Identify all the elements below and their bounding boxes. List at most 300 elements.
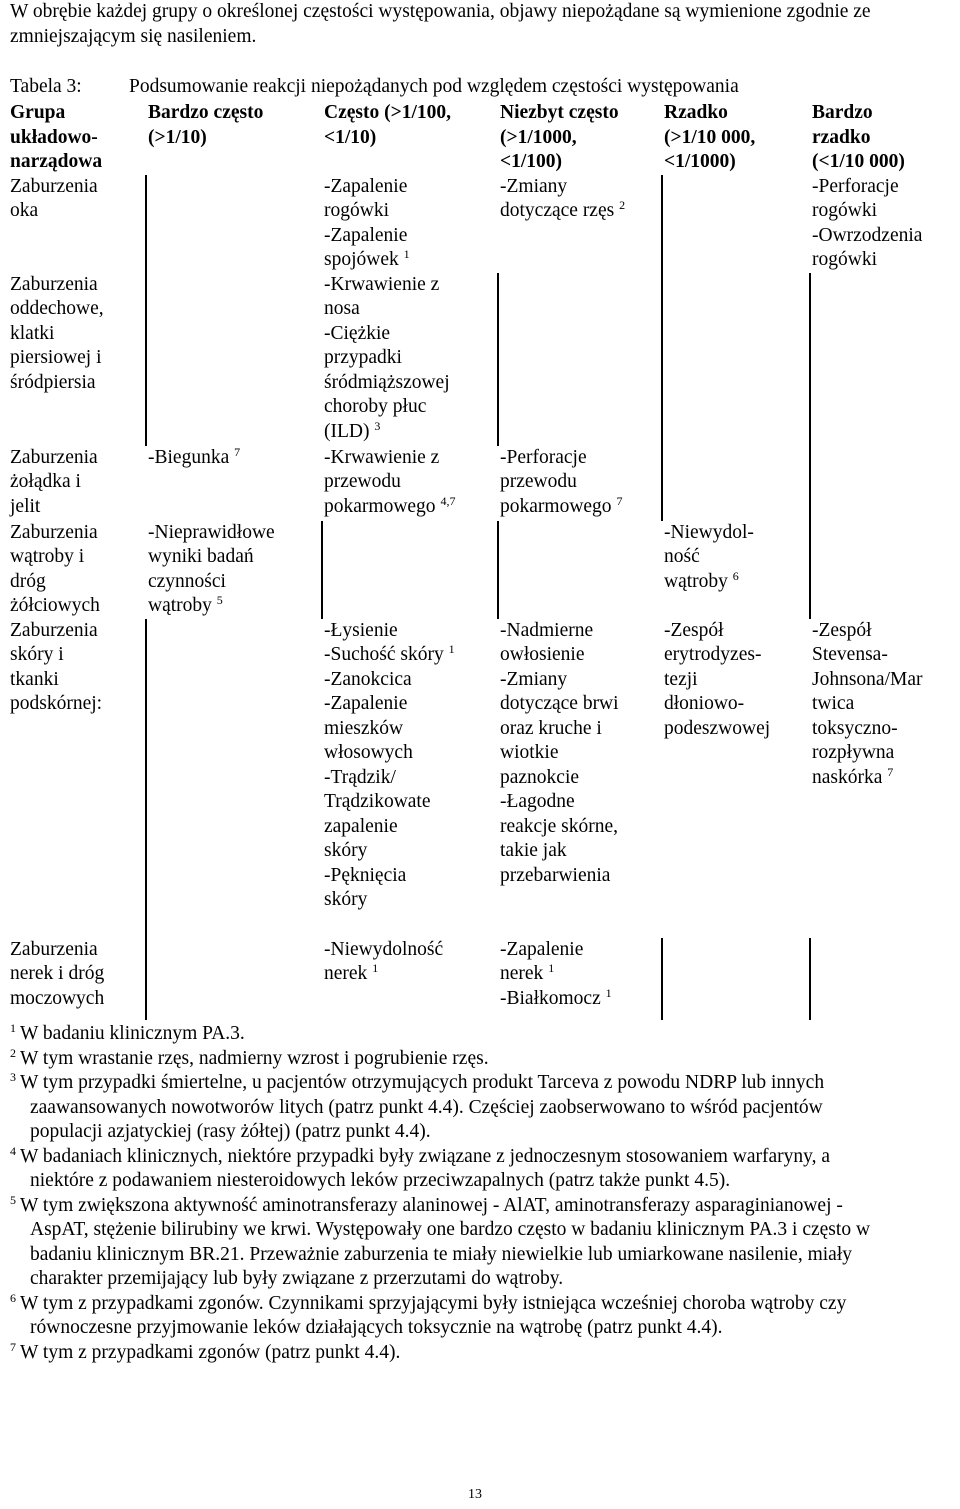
cell-text: Bardzo często — [148, 102, 264, 123]
footnote — [10, 1071, 950, 1145]
footnote-ref: 1 — [372, 961, 379, 975]
footnote-text: W tym przypadki śmiertelne, u pacjentów otrzymujących produkt Tarceva z powodu NDRP lub innych — [20, 1072, 825, 1093]
cell-text: nerek i dróg — [10, 963, 105, 984]
cell-line — [500, 643, 660, 668]
cell-text: owłosienie — [500, 644, 585, 665]
cell-text: tkanki — [10, 668, 59, 690]
cell-text: Stevensa- — [812, 644, 888, 665]
cell-line — [500, 815, 660, 840]
cell-text: -Zespół — [812, 619, 872, 641]
cell-text: oraz kruche i — [500, 717, 602, 739]
cell-line — [324, 346, 495, 371]
frequency-cell — [662, 446, 810, 521]
cell-line — [664, 692, 808, 717]
cell-text: <1/100) — [500, 151, 563, 172]
footnote-text: W tym wrastanie rzęs, nadmierny wzrost i pogrubienie rzęs. — [20, 1047, 489, 1069]
cell-line — [500, 150, 660, 175]
cell-text: żółciowych — [10, 595, 100, 616]
cell-text: -Nieprawidłowe — [148, 521, 275, 543]
cell-text: -Zmiany — [500, 175, 568, 197]
cell-line — [148, 594, 319, 619]
cell-line — [812, 619, 958, 644]
intro-paragraph: W obrębie każdej grupy o określonej częstości występowania, objawy niepożądane są wymienione zgodnie ze zmniejszającym się nasileniem. — [10, 1, 871, 47]
cell-text: toksyczno- — [812, 717, 898, 739]
cell-line — [812, 150, 958, 175]
cell-text: -Łysienie — [324, 619, 398, 641]
footnote-number: 6 — [10, 1290, 16, 1305]
frequency-cell — [146, 273, 322, 446]
cell-text: Rzadko — [664, 102, 728, 123]
cell-line — [324, 395, 495, 420]
cell-text: dróg — [10, 570, 46, 592]
header-cell — [498, 101, 662, 175]
cell-line — [324, 864, 496, 889]
cell-line — [324, 668, 496, 693]
cell-line — [812, 224, 958, 249]
cell-text: -Zapalenie — [324, 175, 408, 197]
cell-text: piersiowej i — [10, 347, 102, 368]
cell-line — [324, 446, 496, 471]
cell-line — [324, 224, 496, 249]
frequency-cell — [662, 938, 810, 1020]
cell-line — [500, 741, 660, 766]
cell-text: erytrodyzes- — [664, 644, 762, 665]
cell-text: nosa — [324, 298, 360, 319]
cell-text: -Owrzodzenia — [812, 224, 923, 246]
cell-line — [812, 248, 958, 273]
cell-line — [500, 987, 659, 1012]
table-row — [8, 273, 960, 446]
frequency-cell — [498, 446, 662, 521]
cell-text: -Zmiany — [500, 668, 568, 690]
cell-text: układowo- — [10, 126, 98, 148]
cell-text: Zaburzenia — [10, 521, 98, 543]
frequency-cell — [810, 446, 960, 521]
cell-line — [324, 962, 496, 987]
organ-class-cell — [8, 938, 146, 1020]
cell-line — [324, 199, 496, 224]
cell-text: rogówki — [812, 249, 877, 270]
cell-line — [324, 371, 495, 396]
cell-line — [10, 594, 144, 619]
footnote-text: W tym z przypadkami zgonów. Czynnikami sprzyjającymi były istniejąca wcześniej choroba wątroby czy — [20, 1292, 847, 1314]
cell-line — [812, 126, 958, 151]
cell-text: Johnsona/Mar — [812, 668, 923, 690]
header-cell — [662, 101, 810, 175]
cell-text: wątroby — [148, 595, 212, 616]
cell-line — [500, 126, 660, 151]
footnote — [10, 1022, 950, 1047]
cell-text: choroby płuc — [324, 396, 427, 417]
cell-text: czynności — [148, 570, 226, 592]
cell-text: skóry i — [10, 644, 64, 665]
cell-text: -Krwawienie z — [324, 446, 440, 468]
cell-text: Zaburzenia — [10, 446, 98, 468]
cell-text: narządowa — [10, 151, 103, 172]
cell-line — [812, 101, 958, 126]
cell-text: klatki — [10, 322, 55, 344]
cell-line — [10, 495, 144, 520]
header-cell — [322, 101, 498, 175]
frequency-cell — [146, 175, 322, 273]
cell-text: -Perforacje — [812, 175, 899, 197]
cell-text: Zaburzenia — [10, 273, 98, 295]
cell-line — [664, 619, 808, 644]
cell-line — [664, 570, 807, 595]
frequency-cell — [146, 619, 322, 938]
cell-text: reakcje skórne, — [500, 815, 619, 837]
cell-line — [148, 521, 319, 546]
cell-line — [10, 470, 144, 495]
cell-text: -Zapalenie — [324, 693, 408, 714]
cell-line — [10, 175, 143, 200]
frequency-cell — [810, 273, 960, 446]
cell-text: podeszwowej — [664, 717, 771, 739]
footnote-text: W badaniu klinicznym PA.3. — [20, 1023, 245, 1044]
cell-line — [10, 962, 143, 987]
cell-text: nerek — [500, 963, 544, 984]
cell-text: pokarmowego — [500, 495, 612, 517]
footnote-number: 3 — [10, 1070, 16, 1084]
cell-text: -Łagodne — [500, 791, 575, 812]
cell-line — [812, 766, 958, 791]
cell-text: podskórnej: — [10, 693, 103, 714]
cell-text: -Biegunka — [148, 446, 230, 468]
cell-text: naskórka — [812, 766, 883, 788]
header-cell — [8, 101, 146, 175]
cell-line — [10, 150, 144, 175]
cell-line — [500, 962, 659, 987]
cell-text: rogówki — [324, 200, 389, 221]
cell-line — [324, 815, 496, 840]
cell-line — [324, 126, 496, 151]
cell-line — [324, 273, 495, 298]
page-number: 13 — [468, 1487, 482, 1502]
table-row — [8, 521, 960, 619]
frequency-cell — [498, 273, 662, 446]
cell-line — [500, 864, 660, 889]
cell-text: -Zespół — [664, 619, 724, 641]
table-row — [8, 938, 960, 1020]
cell-line — [10, 619, 143, 644]
cell-line — [10, 199, 143, 224]
cell-line — [500, 766, 660, 791]
footnote-ref: 1 — [548, 961, 555, 975]
cell-line — [324, 741, 496, 766]
cell-text: skóry — [324, 889, 368, 910]
cell-line — [812, 643, 958, 668]
frequency-cell — [322, 446, 498, 521]
cell-text: mieszków — [324, 717, 404, 739]
footnote-ref: 7 — [234, 444, 241, 459]
frequency-cell — [810, 521, 960, 619]
cell-line — [10, 297, 143, 322]
cell-text: rzadko — [812, 126, 871, 148]
footnote — [10, 1292, 950, 1341]
cell-line — [10, 371, 143, 396]
cell-line — [148, 570, 319, 595]
cell-text: (ILD) — [324, 420, 370, 442]
cell-line — [500, 668, 660, 693]
cell-line — [148, 126, 320, 151]
footnotes — [10, 1022, 950, 1365]
cell-text: przebarwienia — [500, 864, 611, 886]
cell-line — [500, 692, 660, 717]
cell-line — [500, 717, 660, 742]
cell-text: -Zanokcica — [324, 668, 412, 690]
cell-line — [812, 668, 958, 693]
footnote-number: 5 — [10, 1192, 16, 1207]
cell-line — [812, 717, 958, 742]
cell-text: (>1/10 000, — [664, 126, 756, 148]
footnote-text: populacji azjatyckiej (rasy żółtej) (patrz punkt 4.4). — [30, 1121, 431, 1142]
cell-text: włosowych — [324, 742, 413, 763]
cell-text: nerek — [324, 963, 368, 984]
cell-text: skóry — [324, 840, 368, 861]
footnote-number: 2 — [10, 1045, 16, 1060]
organ-class-cell — [8, 175, 146, 273]
cell-text: wiotkie — [500, 742, 559, 763]
cell-text: ność — [664, 546, 700, 567]
footnote-number: 1 — [10, 1021, 16, 1035]
frequency-cell — [146, 938, 322, 1020]
cell-text: (>1/1000, — [500, 126, 577, 148]
cell-line — [10, 545, 144, 570]
cell-line — [324, 839, 496, 864]
cell-line — [324, 692, 496, 717]
table-body — [8, 175, 960, 1020]
frequency-cell — [146, 446, 322, 521]
table-row — [8, 446, 960, 521]
cell-text: oddechowe, — [10, 298, 104, 319]
frequency-cell — [498, 619, 662, 938]
cell-line — [324, 643, 496, 668]
footnote-ref: 1 — [605, 985, 612, 1000]
frequency-cell — [322, 521, 498, 619]
footnote — [10, 1145, 950, 1194]
cell-text: śródpiersia — [10, 371, 96, 393]
cell-line — [10, 273, 143, 298]
cell-text: rogówki — [812, 200, 877, 221]
cell-text: wyniki badań — [148, 546, 254, 567]
cell-line — [324, 322, 495, 347]
footnote-ref: 7 — [616, 493, 623, 508]
cell-line — [500, 470, 659, 495]
cell-text: -Nadmierne — [500, 619, 594, 641]
cell-line — [812, 199, 958, 224]
cell-line — [500, 790, 660, 815]
cell-text: -Pęknięcia — [324, 864, 407, 886]
cell-line — [500, 495, 659, 520]
cell-line — [10, 346, 143, 371]
cell-line — [500, 101, 660, 126]
cell-text: pokarmowego — [324, 495, 436, 517]
frequency-cell — [498, 175, 662, 273]
cell-text: dłoniowo- — [664, 693, 745, 714]
footnote-text: charakter przemijający lub były związane z przerzutami do wątroby. — [30, 1268, 564, 1289]
cell-text: jelit — [10, 495, 41, 517]
cell-text: śródmiąższowej — [324, 371, 450, 393]
footnote-ref: 4,7 — [440, 493, 456, 508]
footnote-ref: 6 — [732, 568, 739, 583]
cell-text: przewodu — [500, 471, 577, 492]
cell-line — [500, 446, 659, 471]
cell-text: -Perforacje — [500, 446, 587, 468]
frequency-cell — [322, 175, 498, 273]
cell-text: dotyczące brwi — [500, 693, 619, 714]
cell-line — [812, 741, 958, 766]
cell-text: Zaburzenia — [10, 175, 98, 197]
cell-line — [148, 545, 319, 570]
cell-text: dotyczące rzęs — [500, 200, 615, 221]
cell-text: Często (>1/100, — [324, 102, 451, 123]
frequency-cell — [810, 175, 960, 273]
frequency-cell — [810, 938, 960, 1020]
cell-line — [664, 668, 808, 693]
cell-line — [664, 717, 808, 742]
cell-text: -Krwawienie z — [324, 273, 440, 295]
cell-line — [324, 297, 495, 322]
cell-text: zapalenie — [324, 815, 398, 837]
cell-line — [10, 668, 143, 693]
cell-text: -Białkomocz — [500, 987, 601, 1009]
cell-text: -Zapalenie — [500, 938, 584, 960]
cell-text: -Suchość skóry — [324, 644, 444, 665]
organ-class-cell — [8, 446, 146, 521]
footnote-text: AspAT, stężenie bilirubiny we krwi. Występowały one bardzo często w badaniu klinicznym PA.3 i często w — [30, 1219, 871, 1240]
footnote-ref: 2 — [619, 198, 626, 212]
footnote-text: W badaniach klinicznych, niektóre przypadki były związane z jednoczesnym stosowaniem warfaryny, a — [20, 1145, 831, 1167]
frequency-cell — [322, 273, 498, 446]
frequency-cell — [662, 619, 810, 938]
cell-line — [812, 175, 958, 200]
header-cell — [810, 101, 960, 175]
footnote-text: zaawansowanych nowotworów litych (patrz punkt 4.4). Częściej zaobserwowano to wśród pacjentów — [30, 1096, 823, 1118]
footnote-text: równoczesne przyjmowanie leków działających toksycznie na wątrobę (patrz punkt 4.4). — [30, 1317, 723, 1338]
organ-class-cell — [8, 521, 146, 619]
cell-line — [324, 420, 495, 445]
frequency-cell — [322, 938, 498, 1020]
cell-line — [664, 150, 808, 175]
cell-line — [500, 938, 659, 963]
footnote-number: 4 — [10, 1143, 16, 1158]
cell-line — [664, 521, 807, 546]
adverse-reactions-table — [8, 101, 960, 1020]
cell-line — [324, 619, 496, 644]
cell-text: -Zapalenie — [324, 224, 408, 246]
cell-line — [148, 446, 320, 471]
cell-line — [10, 322, 143, 347]
footnote-ref: 7 — [887, 764, 894, 779]
frequency-cell — [662, 521, 810, 619]
footnote-ref: 1 — [403, 247, 410, 261]
cell-line — [10, 643, 143, 668]
cell-line — [500, 175, 659, 200]
cell-line — [664, 101, 808, 126]
cell-line — [500, 619, 660, 644]
frequency-cell — [662, 175, 810, 273]
organ-class-cell — [8, 619, 146, 938]
footnote-text: badaniu klinicznym BR.21. Przeważnie zaburzenia te miały niewielkie lub umiarkowane nasilenie, miały — [30, 1243, 852, 1265]
cell-text: <1/10) — [324, 126, 377, 148]
cell-text: żołądka i — [10, 471, 81, 492]
table-row — [8, 619, 960, 938]
table-caption-label: Tabela 3: — [10, 76, 82, 97]
cell-line — [324, 470, 496, 495]
cell-text: Trądzikowate — [324, 791, 431, 812]
footnote — [10, 1341, 950, 1366]
footnote-text: W tym z przypadkami zgonów (patrz punkt 4.4). — [20, 1341, 401, 1363]
frequency-cell — [498, 938, 662, 1020]
table-row — [8, 175, 960, 273]
cell-text: -Niewydolność — [324, 938, 444, 960]
cell-text: wątroby — [664, 570, 728, 592]
cell-text: -Niewydol- — [664, 521, 754, 543]
cell-text: twica — [812, 693, 855, 714]
cell-line — [324, 938, 496, 963]
cell-text: Niezbyt często — [500, 102, 619, 123]
cell-line — [10, 101, 144, 126]
cell-line — [10, 521, 144, 546]
cell-line — [10, 570, 144, 595]
cell-line — [324, 766, 496, 791]
cell-line — [324, 888, 496, 913]
cell-line — [324, 495, 496, 520]
cell-line — [500, 839, 660, 864]
footnote-text: niektóre z podawaniem niesteroidowych leków przeciwzapalnych (patrz także punkt 4.5). — [30, 1170, 731, 1191]
frequency-cell — [498, 521, 662, 619]
cell-text: takie jak — [500, 840, 567, 861]
footnote-text: W tym zwiększona aktywność aminotransferazy alaninowej - AlAT, aminotransferazy asparaginianowej - — [20, 1194, 843, 1216]
cell-text: przewodu — [324, 471, 401, 492]
footnote-number: 7 — [10, 1339, 16, 1354]
cell-text: Bardzo — [812, 102, 873, 123]
cell-text: tezji — [664, 668, 698, 690]
organ-class-cell — [8, 273, 146, 446]
cell-line — [10, 126, 144, 151]
cell-line — [812, 692, 958, 717]
cell-text: paznokcie — [500, 766, 580, 788]
footnote — [10, 1047, 950, 1072]
frequency-cell — [146, 521, 322, 619]
cell-text: Grupa — [10, 102, 66, 123]
cell-line — [10, 692, 143, 717]
footnote-ref: 3 — [374, 418, 381, 433]
frequency-cell — [322, 619, 498, 938]
cell-text: przypadki — [324, 347, 402, 368]
cell-line — [10, 938, 143, 963]
cell-line — [324, 175, 496, 200]
cell-text: wątroby i — [10, 546, 85, 567]
cell-text: Zaburzenia — [10, 938, 98, 960]
cell-line — [500, 199, 659, 224]
cell-line — [10, 987, 143, 1012]
cell-text: (>1/10) — [148, 126, 207, 148]
cell-line — [324, 101, 496, 126]
cell-text: spojówek — [324, 249, 399, 270]
cell-text: Zaburzenia — [10, 619, 98, 641]
cell-text: <1/1000) — [664, 151, 736, 172]
table-header-row — [8, 101, 960, 175]
cell-text: moczowych — [10, 987, 105, 1009]
cell-text: (<1/10 000) — [812, 151, 905, 172]
cell-line — [10, 446, 144, 471]
cell-text: rozpływna — [812, 742, 895, 763]
cell-line — [324, 248, 496, 273]
cell-text: -Ciężkie — [324, 322, 391, 344]
footnote-ref: 5 — [216, 593, 223, 607]
cell-line — [324, 790, 496, 815]
